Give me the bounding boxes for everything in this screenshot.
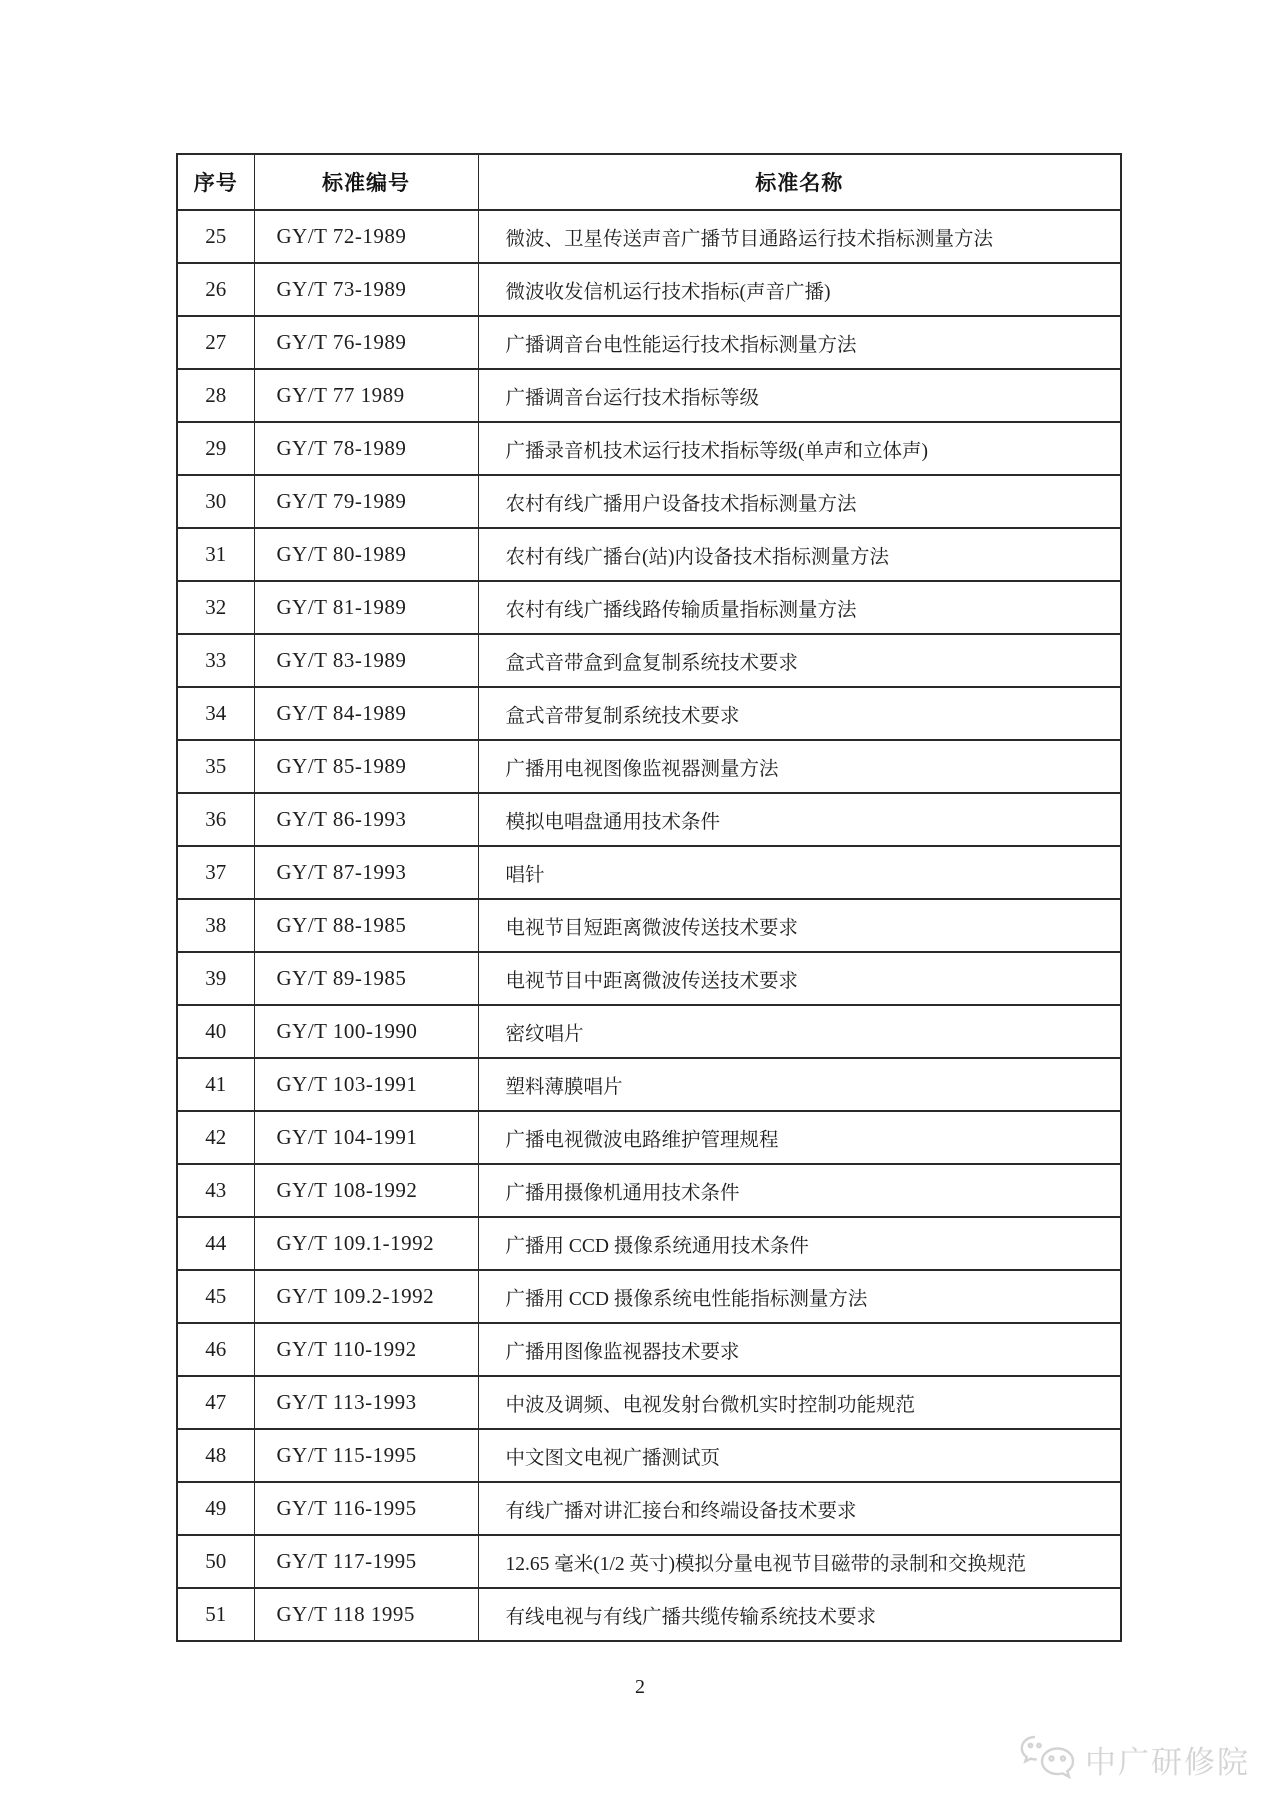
row-serial-number: 49: [177, 1482, 254, 1535]
row-serial-number: 33: [177, 634, 254, 687]
row-standard-code: GY/T 87-1993: [254, 846, 478, 899]
row-standard-name: 广播调音台运行技术指标等级: [478, 369, 1121, 422]
row-standard-name: 农村有线广播台(站)内设备技术指标测量方法: [478, 528, 1121, 581]
row-standard-code: GY/T 83-1989: [254, 634, 478, 687]
table-row: [177, 1323, 1121, 1376]
row-standard-code: GY/T 76-1989: [254, 316, 478, 369]
table-row: [177, 846, 1121, 899]
table-row: [177, 793, 1121, 846]
row-serial-number: 48: [177, 1429, 254, 1482]
table-row: [177, 475, 1121, 528]
watermark: [1019, 1734, 1250, 1784]
table-row: [177, 952, 1121, 1005]
row-standard-code: GY/T 100-1990: [254, 1005, 478, 1058]
row-serial-number: 36: [177, 793, 254, 846]
row-standard-code: GY/T 78-1989: [254, 422, 478, 475]
table-row: [177, 687, 1121, 740]
row-standard-code: GY/T 85-1989: [254, 740, 478, 793]
header-standard-code: 标准编号: [254, 154, 478, 210]
row-serial-number: 38: [177, 899, 254, 952]
row-standard-code: GY/T 109.2-1992: [254, 1270, 478, 1323]
table-row: [177, 369, 1121, 422]
row-standard-name: 微波、卫星传送声音广播节目通路运行技术指标测量方法: [478, 210, 1121, 263]
standards-table: [176, 153, 1122, 1642]
row-serial-number: 35: [177, 740, 254, 793]
row-standard-name: 盒式音带盒到盒复制系统技术要求: [478, 634, 1121, 687]
table-row: [177, 1217, 1121, 1270]
row-standard-name: 广播录音机技术运行技术指标等级(单声和立体声): [478, 422, 1121, 475]
row-standard-code: GY/T 109.1-1992: [254, 1217, 478, 1270]
row-serial-number: 50: [177, 1535, 254, 1588]
row-standard-code: GY/T 88-1985: [254, 899, 478, 952]
row-serial-number: 34: [177, 687, 254, 740]
row-standard-name: 电视节目短距离微波传送技术要求: [478, 899, 1121, 952]
row-standard-name: 有线广播对讲汇接台和终端设备技术要求: [478, 1482, 1121, 1535]
table-row: [177, 210, 1121, 263]
row-serial-number: 29: [177, 422, 254, 475]
table-row: [177, 581, 1121, 634]
table-row: [177, 1376, 1121, 1429]
wechat-icon: [1019, 1734, 1077, 1784]
table-row: [177, 1270, 1121, 1323]
row-serial-number: 45: [177, 1270, 254, 1323]
row-serial-number: 25: [177, 210, 254, 263]
row-standard-code: GY/T 103-1991: [254, 1058, 478, 1111]
row-standard-name: 中波及调频、电视发射台微机实时控制功能规范: [478, 1376, 1121, 1429]
row-standard-code: GY/T 89-1985: [254, 952, 478, 1005]
table-row: [177, 1535, 1121, 1588]
row-serial-number: 27: [177, 316, 254, 369]
table-header-row: [177, 154, 1121, 210]
row-standard-name: 电视节目中距离微波传送技术要求: [478, 952, 1121, 1005]
row-standard-code: GY/T 77 1989: [254, 369, 478, 422]
row-standard-name: 盒式音带复制系统技术要求: [478, 687, 1121, 740]
row-standard-name: 广播调音台电性能运行技术指标测量方法: [478, 316, 1121, 369]
row-standard-name: 模拟电唱盘通用技术条件: [478, 793, 1121, 846]
row-serial-number: 37: [177, 846, 254, 899]
row-standard-code: GY/T 117-1995: [254, 1535, 478, 1588]
table-row: [177, 899, 1121, 952]
row-serial-number: 32: [177, 581, 254, 634]
row-standard-code: GY/T 72-1989: [254, 210, 478, 263]
row-standard-code: GY/T 73-1989: [254, 263, 478, 316]
standards-table-body: [177, 210, 1121, 1641]
table-row: [177, 1429, 1121, 1482]
row-standard-name: 广播用图像监视器技术要求: [478, 1323, 1121, 1376]
row-serial-number: 31: [177, 528, 254, 581]
row-serial-number: 46: [177, 1323, 254, 1376]
row-serial-number: 40: [177, 1005, 254, 1058]
table-row: [177, 1482, 1121, 1535]
row-standard-code: GY/T 108-1992: [254, 1164, 478, 1217]
row-standard-name: 唱针: [478, 846, 1121, 899]
row-standard-code: GY/T 79-1989: [254, 475, 478, 528]
header-serial-number: 序号: [177, 154, 254, 210]
row-serial-number: 42: [177, 1111, 254, 1164]
row-standard-name: 广播用 CCD 摄像系统电性能指标测量方法: [478, 1270, 1121, 1323]
row-serial-number: 43: [177, 1164, 254, 1217]
row-standard-code: GY/T 115-1995: [254, 1429, 478, 1482]
row-standard-name: 农村有线广播线路传输质量指标测量方法: [478, 581, 1121, 634]
row-serial-number: 30: [177, 475, 254, 528]
row-standard-name: 农村有线广播用户设备技术指标测量方法: [478, 475, 1121, 528]
table-row: [177, 528, 1121, 581]
row-standard-name: 广播电视微波电路维护管理规程: [478, 1111, 1121, 1164]
row-standard-name: 12.65 毫米(1/2 英寸)模拟分量电视节目磁带的录制和交换规范: [478, 1535, 1121, 1588]
table-row: [177, 1058, 1121, 1111]
table-row: [177, 1005, 1121, 1058]
row-standard-name: 微波收发信机运行技术指标(声音广播): [478, 263, 1121, 316]
table-row: [177, 1111, 1121, 1164]
table-row: [177, 316, 1121, 369]
row-serial-number: 41: [177, 1058, 254, 1111]
row-standard-code: GY/T 104-1991: [254, 1111, 478, 1164]
row-standard-code: GY/T 86-1993: [254, 793, 478, 846]
table-row: [177, 634, 1121, 687]
watermark-text: 中广研修院: [1085, 1744, 1250, 1780]
table-row: [177, 1588, 1121, 1641]
row-standard-code: GY/T 84-1989: [254, 687, 478, 740]
row-standard-name: 密纹唱片: [478, 1005, 1121, 1058]
page-number: 2: [635, 1676, 645, 1698]
row-standard-code: GY/T 81-1989: [254, 581, 478, 634]
row-serial-number: 28: [177, 369, 254, 422]
row-standard-code: GY/T 110-1992: [254, 1323, 478, 1376]
row-standard-name: 中文图文电视广播测试页: [478, 1429, 1121, 1482]
row-standard-name: 塑料薄膜唱片: [478, 1058, 1121, 1111]
table-row: [177, 422, 1121, 475]
row-standard-code: GY/T 116-1995: [254, 1482, 478, 1535]
header-standard-name: 标准名称: [478, 154, 1121, 210]
row-standard-name: 广播用 CCD 摄像系统通用技术条件: [478, 1217, 1121, 1270]
row-standard-code: GY/T 118 1995: [254, 1588, 478, 1641]
row-serial-number: 47: [177, 1376, 254, 1429]
table-row: [177, 740, 1121, 793]
table-row: [177, 263, 1121, 316]
row-standard-name: 广播用摄像机通用技术条件: [478, 1164, 1121, 1217]
row-serial-number: 44: [177, 1217, 254, 1270]
row-standard-name: 广播用电视图像监视器测量方法: [478, 740, 1121, 793]
row-standard-name: 有线电视与有线广播共缆传输系统技术要求: [478, 1588, 1121, 1641]
row-serial-number: 51: [177, 1588, 254, 1641]
row-standard-code: GY/T 80-1989: [254, 528, 478, 581]
row-serial-number: 26: [177, 263, 254, 316]
row-serial-number: 39: [177, 952, 254, 1005]
table-row: [177, 1164, 1121, 1217]
row-standard-code: GY/T 113-1993: [254, 1376, 478, 1429]
